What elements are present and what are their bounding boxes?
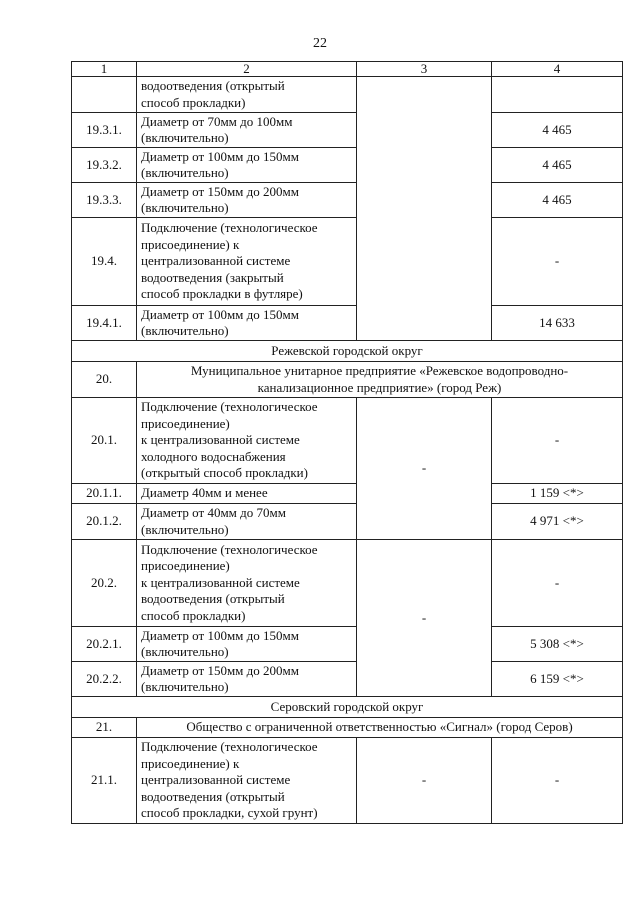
row-description: Диаметр от 150мм до 200мм (включительно) (137, 183, 357, 218)
column-3-block: - (357, 398, 492, 540)
section-row (72, 341, 623, 362)
row-price (492, 77, 623, 113)
row-price: 4 971 <*> (492, 504, 623, 540)
section-title: Серовский городской округ (72, 697, 623, 718)
row-description: Диаметр от 40мм до 70мм (включительно) (137, 504, 357, 540)
tariff-table (71, 61, 623, 824)
row-price: - (492, 540, 623, 627)
header-row (72, 62, 623, 77)
row-number: 20.2.2. (72, 662, 137, 697)
column-3-block (357, 77, 492, 341)
row-description: Диаметр 40мм и менее (137, 484, 357, 504)
row-number: 19.3.1. (72, 113, 137, 148)
row-description: Диаметр от 100мм до 150мм (включительно) (137, 627, 357, 662)
row-price: 4 465 (492, 113, 623, 148)
page-number: 22 (313, 36, 327, 51)
organization-title: Муниципальное унитарное предприятие «Режевское водопроводно- канализационное предприятие» (город Реж) (137, 362, 623, 398)
section-title: Режевской городской округ (72, 341, 623, 362)
row-price: 4 465 (492, 183, 623, 218)
row-description: Подключение (технологическое присоединение) к централизованной системе холодного водоснабжения (открытый способ прокладки) (137, 398, 357, 484)
row-description: Подключение (технологическое присоединение) к централизованной системе водоотведения (открытый способ прокладки, сухой грунт) (137, 738, 357, 824)
table-row (72, 148, 623, 183)
table-row (72, 484, 623, 504)
organization-number: 21. (72, 718, 137, 738)
row-description: Диаметр от 150мм до 200мм (включительно) (137, 662, 357, 697)
organization-row (72, 362, 623, 398)
table-row (72, 113, 623, 148)
row-price: 1 159 <*> (492, 484, 623, 504)
row-price: 6 159 <*> (492, 662, 623, 697)
table-row (72, 504, 623, 540)
table-row (72, 398, 623, 484)
organization-title: Общество с ограниченной ответственностью «Сигнал» (город Серов) (137, 718, 623, 738)
organization-number: 20. (72, 362, 137, 398)
organization-row (72, 718, 623, 738)
row-number: 19.4.1. (72, 306, 137, 341)
row-number: 19.3.2. (72, 148, 137, 183)
row-price: - (492, 398, 623, 484)
table-row (72, 218, 623, 306)
table-row (72, 738, 623, 824)
row-number: 20.2.1. (72, 627, 137, 662)
row-description: Диаметр от 100мм до 150мм (включительно) (137, 148, 357, 183)
table-row (72, 627, 623, 662)
table-row (72, 183, 623, 218)
row-number: 20.1. (72, 398, 137, 484)
row-number (72, 77, 137, 113)
table-row (72, 306, 623, 341)
row-price: - (492, 218, 623, 306)
row-number: 21.1. (72, 738, 137, 824)
table-row (72, 662, 623, 697)
row-description: Диаметр от 100мм до 150мм (включительно) (137, 306, 357, 341)
row-description: Подключение (технологическое присоединение) к централизованной системе водоотведения (закрытый способ прокладки в футляре) (137, 218, 357, 306)
row-number: 20.1.1. (72, 484, 137, 504)
column-header: 4 (492, 62, 623, 77)
row-price: - (492, 738, 623, 824)
column-header: 2 (137, 62, 357, 77)
row-description: Подключение (технологическое присоединение) к централизованной системе водоотведения (открытый способ прокладки) (137, 540, 357, 627)
row-number: 20.2. (72, 540, 137, 627)
row-number: 20.1.2. (72, 504, 137, 540)
column-3-cell: - (357, 738, 492, 824)
column-header: 3 (357, 62, 492, 77)
row-description: Диаметр от 70мм до 100мм (включительно) (137, 113, 357, 148)
row-number: 19.3.3. (72, 183, 137, 218)
row-description: водоотведения (открытый способ прокладки) (137, 77, 357, 113)
section-row (72, 697, 623, 718)
column-header: 1 (72, 62, 137, 77)
row-price: 5 308 <*> (492, 627, 623, 662)
table-row (72, 540, 623, 627)
row-price: 4 465 (492, 148, 623, 183)
row-price: 14 633 (492, 306, 623, 341)
table-row (72, 77, 623, 113)
column-3-block: - (357, 540, 492, 697)
row-number: 19.4. (72, 218, 137, 306)
